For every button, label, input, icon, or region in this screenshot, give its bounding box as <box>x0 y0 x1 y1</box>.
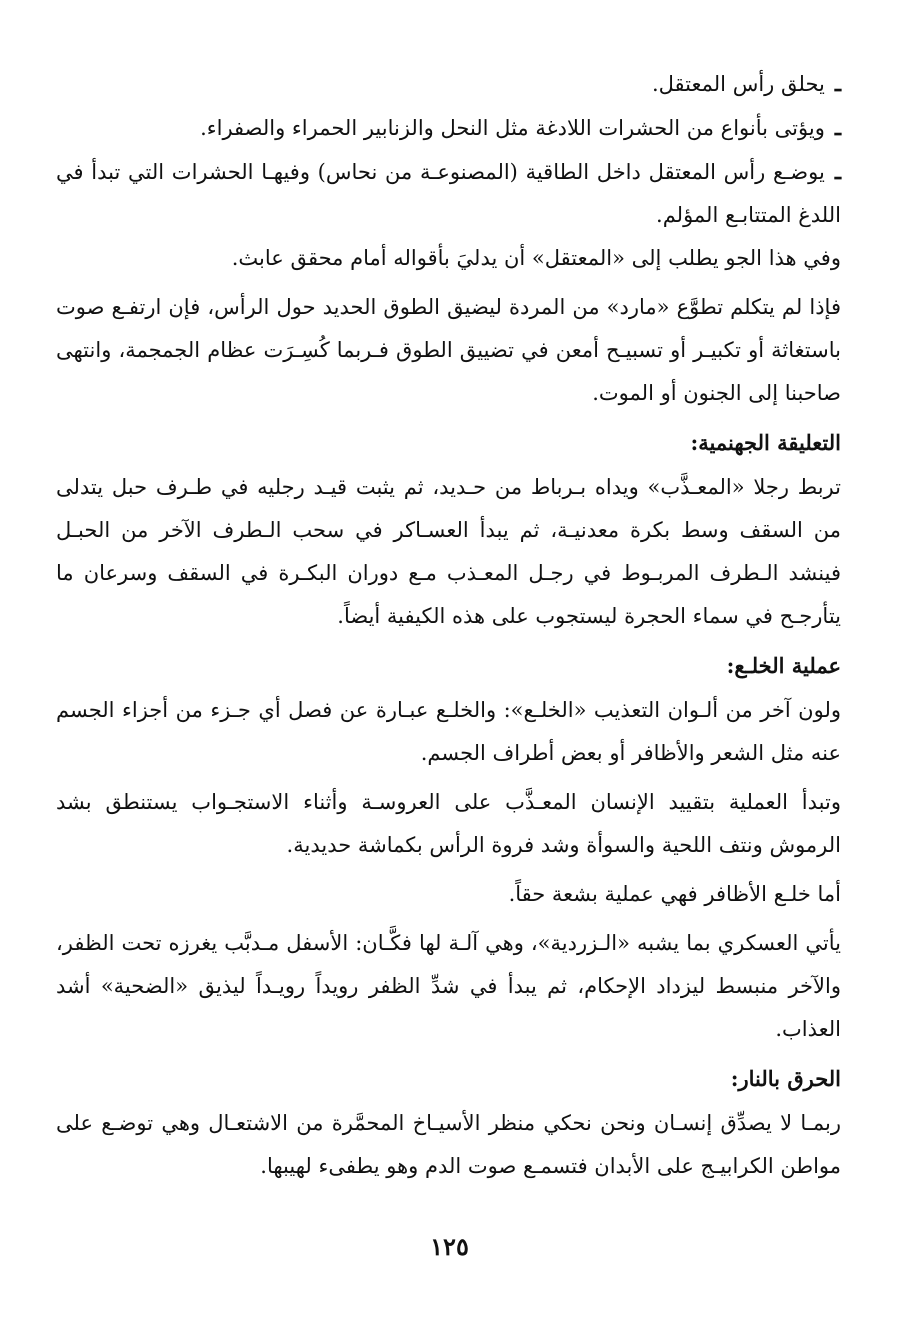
bullet-text: يحلق رأس المعتقل. <box>651 72 825 96</box>
section-heading: الحرق بالنار: <box>730 1066 841 1091</box>
paragraph: ربمـا لا يصدِّق إنسـان ونحن نحكي منظر الأسيـاخ المحمَّرة من الاشتعـال وهي توضـع على مواطن الكرابيـج على الأبدان فتسمـع صوت الدم وهو يطفىء لهيبها. <box>56 1111 841 1178</box>
paragraph: وتبدأ العملية بتقييد الإنسان المعـذَّب على العروسـة وأثناء الاستجـواب يستنطق بشد الرموش ونتف اللحية والسوأة وشد فروة الرأس بكماشة حديدية. <box>56 790 841 857</box>
bullet-item <box>56 150 841 237</box>
paragraph: أما خلـع الأظافر فهي عملية بشعة حقاً. <box>508 882 841 906</box>
bullet-dash: ـ <box>834 159 841 184</box>
bullet-text: ويؤتى بأنواع من الحشرات اللادغة مثل النحل والزنابير الحمراء والصفراء. <box>200 116 825 140</box>
paragraph: ولون آخر من ألـوان التعذيب «الخلـع»: والخلـع عبـارة عن فصل أي جـزء من أجزاء الجسم عنه مثل الشعر والأظافر أو بعض أطراف الجسم. <box>56 698 841 765</box>
bullet-dash: ـ <box>834 71 841 96</box>
page-body <box>56 62 841 1194</box>
paragraph: وفي هذا الجو يطلب إلى «المعتقل» أن يدليَ بأقواله أمام محقق عابث. <box>231 246 841 270</box>
paragraph: فإذا لم يتكلم تطوَّع «مارد» من المردة ليضيق الطوق الحديد حول الرأس، فإن ارتفـع صوت باستغاثة أو تكبيـر أو تسبيـح أمعن في تضييق الطوق فـربما كُسِـرَت عظام الجمجمة، وانتهى صاحبنا إلى الجنون أو الموت. <box>56 295 841 405</box>
paragraph: تربط رجلا «المعـذَّب» ويداه بـرباط من حـديد، ثم يثبت قيـد رجليه في طـرف حبل يتدلى من السقف وسط بكرة معدنيـة، ثم يبدأ العسـاكر في سحب الـطرف الآخر من الحبـل فينشد الـطرف المربـوط في رجـل المعـذب مـع دوران البكـرة في السقف وسرعان ما يتأرجـح في سماء الحجرة ليستجوب على هذه الكيفية أيضاً. <box>56 475 841 628</box>
bullet-text: يوضـع رأس المعتقل داخل الطاقية (المصنوعـة من نحاس) وفيهـا الحشرات التي تبدأ في اللدغ المتتابـع المؤلم. <box>56 160 841 227</box>
paragraph: يأتي العسكري بما يشبه «الـزردية»، وهي آلـة لها فكَّـان: الأسفل مـدبَّب يغرزه تحت الظفر، والآخر منبسط ليزداد الإحكام، ثم يبدأ في شدِّ الظفر رويداً رويـداً ليذيق «الضحية» أشد العذاب. <box>56 931 841 1041</box>
bullet-dash: ـ <box>834 115 841 140</box>
bullet-item <box>56 62 841 106</box>
section-heading: عملية الخلـع: <box>726 653 841 678</box>
page-number: ١٢٥ <box>430 1232 469 1261</box>
bullet-item <box>56 106 841 150</box>
section-heading: التعليقة الجهنمية: <box>690 430 841 455</box>
